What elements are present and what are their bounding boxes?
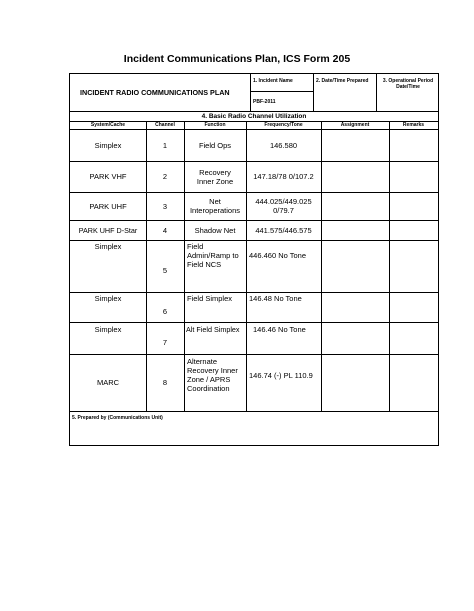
row1-frequency: 146.580: [269, 140, 298, 150]
col-header-frequency: Frequency/Tone: [264, 122, 303, 128]
incident-name-label: 1. Incident Name: [253, 78, 293, 84]
divider: [70, 411, 438, 412]
row5-frequency: 446.460 No Tone: [249, 251, 306, 260]
divider: [70, 322, 438, 323]
prepared-by-label: 5. Prepared by (Communications Unit): [72, 415, 163, 421]
row7-channel: 7: [162, 337, 168, 347]
divider: [389, 121, 390, 411]
row2-function: Recovery Inner Zone: [196, 167, 234, 186]
row4-function: Shadow Net: [194, 225, 236, 235]
row3-frequency: 444.025/449.025 0/79.7: [255, 197, 312, 215]
row3-system: PARK UHF: [89, 201, 127, 211]
row4-system: PARK UHF D-Star: [78, 225, 138, 235]
row6-frequency: 146.48 No Tone: [249, 294, 302, 303]
row7-system: Simplex: [94, 325, 122, 334]
divider: [313, 74, 314, 111]
row2-channel: 2: [162, 172, 168, 181]
col-header-channel: Channel: [155, 122, 175, 128]
col-header-system: System/Cache: [90, 122, 126, 128]
col-header-remarks: Remarks: [402, 122, 425, 128]
page-title: Incident Communications Plan, ICS Form 205: [123, 53, 351, 65]
row2-frequency: 147.18/78 0/107.2: [253, 172, 314, 181]
row4-channel: 4: [162, 225, 168, 235]
section4-label: 4. Basic Radio Channel Utilization: [201, 112, 307, 120]
row5-channel: 5: [162, 265, 168, 275]
plan-title: INCIDENT RADIO COMMUNICATIONS PLAN: [80, 88, 230, 97]
row6-channel: 6: [162, 306, 168, 316]
row8-channel: 8: [162, 378, 168, 387]
operational-period-label: 3. Operational Period Date/Time: [382, 78, 434, 90]
divider: [70, 240, 438, 241]
divider: [250, 91, 313, 92]
row3-function: Net Interoperations: [189, 197, 241, 215]
ics-205-form: [69, 73, 439, 446]
row8-frequency: 146.74 (-) PL 110.9: [249, 371, 313, 380]
row6-system: Simplex: [94, 294, 122, 303]
date-time-prepared-label: 2. Date/Time Prepared: [316, 78, 369, 84]
row8-function: Alternate Recovery Inner Zone / APRS Coordination: [187, 357, 238, 393]
row2-system: PARK VHF: [89, 172, 127, 181]
row8-system: MARC: [96, 378, 120, 387]
divider: [70, 292, 438, 293]
row5-system: Simplex: [94, 242, 122, 251]
row1-system: Simplex: [94, 140, 122, 150]
row5-function: Field Admin/Ramp to Field NCS: [187, 242, 239, 269]
divider: [321, 121, 322, 411]
row7-frequency: 146.46 No Tone: [253, 325, 306, 334]
row6-function: Field Simplex: [187, 294, 233, 303]
row1-function: Field Ops: [198, 140, 232, 150]
col-header-assignment: Assignment: [340, 122, 370, 128]
row7-function: Alt Field Simplex: [186, 325, 240, 334]
col-header-function: Function: [204, 122, 226, 128]
divider: [250, 74, 251, 111]
row1-channel: 1: [162, 140, 168, 150]
row3-channel: 3: [162, 201, 168, 211]
incident-name-value: PBF-2011: [253, 99, 276, 105]
row4-frequency: 441.575/446.575: [255, 225, 312, 235]
divider: [376, 74, 377, 111]
